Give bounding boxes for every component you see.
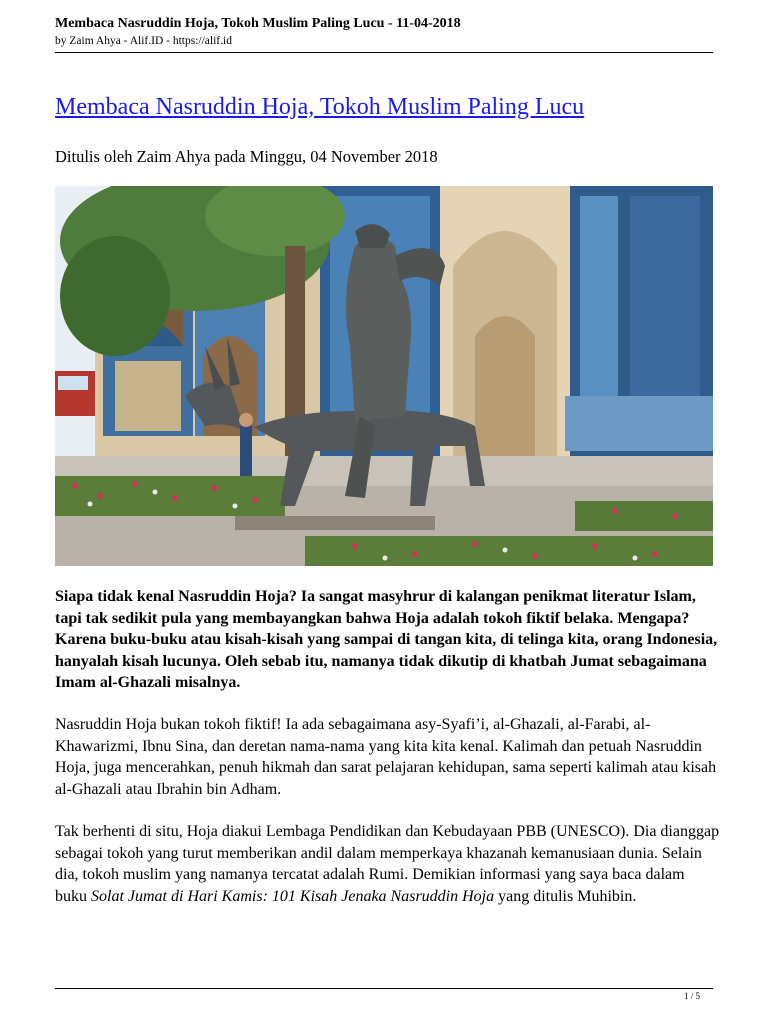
article-paragraph-unesco — [55, 821, 720, 907]
page-indicator: 1 / 5 — [683, 991, 700, 1001]
header-title: Membaca Nasruddin Hoja, Tokoh Muslim Paling Lucu - 11-04-2018 — [55, 16, 461, 31]
article-byline: Ditulis oleh Zaim Ahya pada Minggu, 04 November 2018 — [55, 147, 438, 166]
header-divider — [55, 52, 713, 53]
footer-divider — [55, 988, 713, 989]
article-photo — [55, 186, 713, 566]
article-lead-paragraph: Siapa tidak kenal Nasruddin Hoja? Ia sangat masyhrur di kalangan penikmat literatur Islam, tapi tak sedikit pula yang membayangkan bahwa Hoja adalah tokoh fiktif belaka. Mengapa? Karena buku-buku atau kisah-kisah yang sampai di tangan kita, di telinga kita, orang Indonesia, hanyalah kisah lucunya. Oleh sebab itu, namanya tidak dikutip di khatbah Jumat sebagaimana Imam al-Ghazali misalnya. — [55, 588, 718, 691]
header-byline: by Zaim Ahya - Alif.ID - https://alif.id — [55, 35, 232, 47]
article-title-link[interactable]: Membaca Nasruddin Hoja, Tokoh Muslim Paling Lucu — [55, 94, 585, 120]
paragraph-text: Tak berhenti di situ, Hoja diakui Lembaga Pendidikan dan Kebudayaan PBB (UNESCO). Dia dianggap sebagai tokoh yang turut memberikan andil dalam memperkaya khazanah kemanusiaan dunia. Selain dia, tokoh muslim yang namanya tercatat adalah Rumi. Demikian informasi yang saya baca dalam buku — [55, 823, 720, 905]
article-paragraph: Nasruddin Hoja bukan tokoh fiktif! Ia ada sebagaimana asy-Syafi’i, al-Ghazali, al-Farabi, al-Khawarizmi, Ibnu Sina, dan deretan nama-nama yang kita kita kenal. Kalimah dan petuah Nasruddin Hoja, juga mencerahkan, penuh hikmah dan sarat pelajaran kehidupan, sama seperti kalimah atau kisah al-Ghazali atau Ibrahin bin Adham. — [55, 716, 717, 798]
paragraph-text-end: yang ditulis Muhibin. — [494, 887, 637, 905]
book-title: Solat Jumat di Hari Kamis: 101 Kisah Jenaka Nasruddin Hoja — [91, 887, 495, 905]
